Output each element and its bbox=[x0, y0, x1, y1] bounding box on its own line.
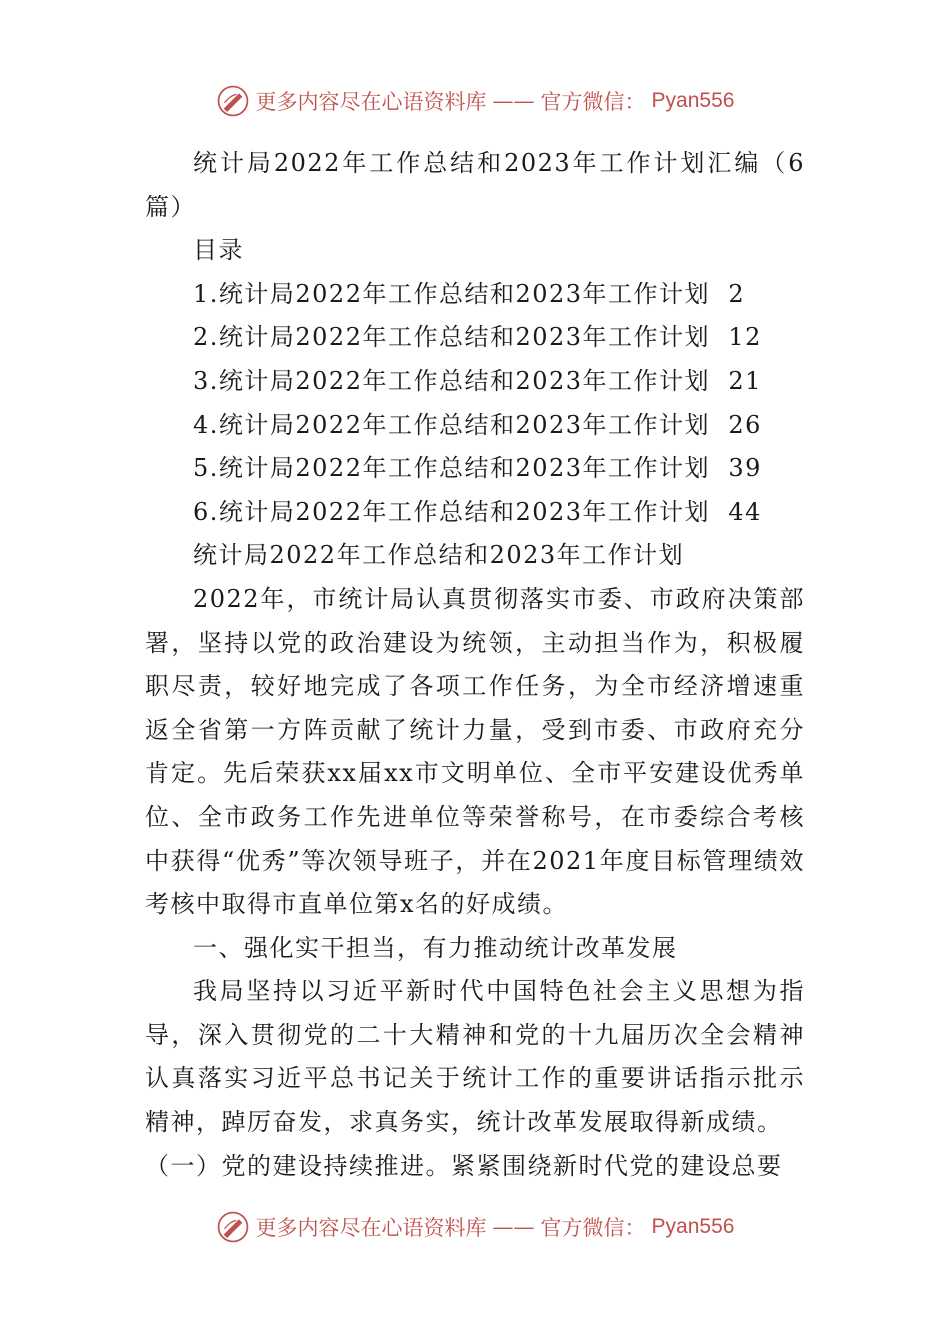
article-title: 统计局2022年工作总结和2023年工作计划 bbox=[193, 541, 685, 570]
paragraph-party-building: （一）党的建设持续推进。紧紧围绕新时代党的建设总要 bbox=[145, 1151, 783, 1180]
toc-item[interactable] bbox=[145, 273, 805, 317]
toc-item-label: 2.统计局2022年工作总结和2023年工作计划 bbox=[193, 323, 711, 352]
watermark-suffix: 官方微信： bbox=[540, 1216, 646, 1240]
toc-heading: 目录 bbox=[193, 236, 244, 265]
toc-item-label: 6.统计局2022年工作总结和2023年工作计划 bbox=[193, 497, 711, 526]
watermark-text: 更多内容尽在心语资料库 bbox=[255, 90, 487, 114]
toc-item-page: 21 bbox=[728, 366, 762, 395]
watermark-id: Pyan556 bbox=[651, 1215, 735, 1238]
watermark-separator: —— bbox=[492, 89, 535, 113]
toc-item-page: 39 bbox=[728, 454, 762, 483]
watermark-footer bbox=[0, 1210, 950, 1244]
pen-logo-icon bbox=[216, 84, 250, 118]
toc-item-label: 3.统计局2022年工作总结和2023年工作计划 bbox=[193, 366, 711, 395]
watermark-id: Pyan556 bbox=[651, 89, 735, 112]
toc-item[interactable] bbox=[145, 404, 805, 448]
toc-item-label: 5.统计局2022年工作总结和2023年工作计划 bbox=[193, 454, 711, 483]
toc-item[interactable] bbox=[145, 447, 805, 491]
watermark-suffix: 官方微信： bbox=[540, 90, 646, 114]
paragraph-section-intro: 我局坚持以习近平新时代中国特色社会主义思想为指导，深入贯彻党的二十大精神和党的十九届历次全会精神认真落实习近平总书记关于统计工作的重要讲话指示批示精神，踔厉奋发，求真务实，统计改革发展取得新成绩。 bbox=[145, 977, 805, 1137]
toc-item[interactable] bbox=[145, 360, 805, 404]
document-body bbox=[145, 142, 805, 1188]
watermark-text: 更多内容尽在心语资料库 bbox=[255, 1216, 487, 1240]
watermark-header bbox=[0, 84, 950, 118]
section-heading: 一、强化实干担当，有力推动统计改革发展 bbox=[193, 933, 678, 962]
toc-item-page: 12 bbox=[728, 323, 762, 352]
toc-item[interactable] bbox=[145, 316, 805, 360]
toc-item-label: 4.统计局2022年工作总结和2023年工作计划 bbox=[193, 410, 711, 439]
paragraph-intro: 2022年，市统计局认真贯彻落实市委、市政府决策部署，坚持以党的政治建设为统领，主动担当作为，积极履职尽责，较好地完成了各项工作任务，为全市经济增速重返全省第一方阵贡献了统计力量，受到市委、市政府充分肯定。先后荣获xx届xx市文明单位、全市平安建设优秀单位、全市政务工作先进单位等荣誉称号，在市委综合考核中获得“优秀”等次领导班子，并在2021年度目标管理绩效考核中取得市直单位第x名的好成绩。 bbox=[145, 584, 805, 919]
watermark-separator: —— bbox=[492, 1215, 535, 1239]
pen-logo-icon bbox=[216, 1210, 250, 1244]
toc-item-page: 44 bbox=[728, 497, 762, 526]
toc-item-page: 2 bbox=[728, 279, 746, 308]
toc-item[interactable] bbox=[145, 491, 805, 535]
toc-item-page: 26 bbox=[728, 410, 762, 439]
document-title: 统计局2022年工作总结和2023年工作计划汇编（6篇） bbox=[145, 149, 805, 221]
toc-item-label: 1.统计局2022年工作总结和2023年工作计划 bbox=[193, 279, 711, 308]
